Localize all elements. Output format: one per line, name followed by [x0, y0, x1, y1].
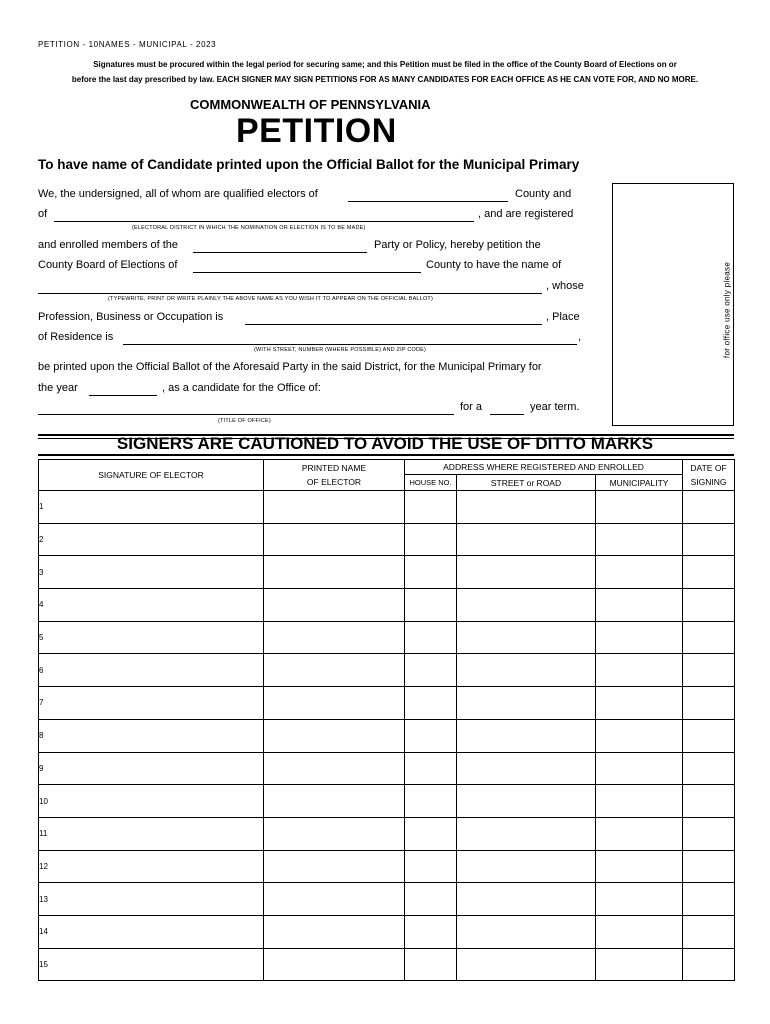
filing-notice-line-2: before the last day prescribed by law. EACH SIGNER MAY SIGN PETITIONS FOR AS MANY CANDIDATES FOR EACH OFFICE AS HE CAN VOTE FOR, AND NO MORE. — [71, 75, 699, 84]
printed-name-cell[interactable] — [264, 915, 405, 948]
house-no-cell[interactable] — [405, 785, 457, 818]
row-number: 14 — [39, 927, 48, 937]
table-row — [39, 883, 735, 916]
electoral-district-field[interactable] — [54, 221, 474, 222]
house-no-cell[interactable] — [405, 752, 457, 785]
body-line-6-end: , Place — [546, 311, 580, 323]
street-cell[interactable] — [457, 883, 596, 916]
signature-cell[interactable] — [39, 850, 264, 883]
table-row — [39, 589, 735, 622]
house-no-cell[interactable] — [405, 719, 457, 752]
petition-subtitle: To have name of Candidate printed upon the Official Ballot for the Municipal Primary — [38, 157, 580, 172]
body-line-2-end: , and are registered — [478, 208, 574, 220]
municipality-cell[interactable] — [596, 654, 683, 687]
signature-cell[interactable] — [39, 719, 264, 752]
office-title-field[interactable] — [38, 414, 454, 415]
term-years-field[interactable] — [490, 414, 524, 415]
commonwealth-heading: COMMONWEALTH OF PENNSYLVANIA — [190, 97, 431, 112]
street-cell[interactable] — [457, 523, 596, 556]
signature-cell[interactable] — [39, 523, 264, 556]
date-cell[interactable] — [683, 523, 735, 556]
street-cell[interactable] — [457, 915, 596, 948]
body-line-10-text: for a — [460, 401, 483, 413]
table-row — [39, 654, 735, 687]
header-house-no: HOUSE NO. — [405, 475, 457, 491]
row-number: 8 — [39, 731, 44, 741]
row-number: 9 — [39, 763, 44, 773]
header-address-group: ADDRESS WHERE REGISTERED AND ENROLLED — [405, 460, 683, 475]
divider-bottom — [38, 454, 734, 456]
form-code: PETITION - 10NAMES - MUNICIPAL - 2023 — [38, 40, 217, 49]
header-date-of-signing — [683, 460, 735, 491]
municipality-cell[interactable] — [596, 589, 683, 622]
municipality-cell[interactable] — [596, 556, 683, 589]
table-row — [39, 491, 735, 524]
row-number: 2 — [39, 535, 44, 545]
date-cell[interactable] — [683, 785, 735, 818]
header-signature-of-elector: SIGNATURE OF ELECTOR — [39, 460, 264, 491]
row-number: 1 — [39, 502, 44, 512]
printed-name-cell[interactable] — [264, 523, 405, 556]
filing-notice-line-1: Signatures must be procured within the legal period for securing same; and this Petition must be filed in the office of the County Board of Elections on or — [93, 60, 677, 69]
municipality-cell[interactable] — [596, 883, 683, 916]
printed-name-cell[interactable] — [264, 785, 405, 818]
street-cell[interactable] — [457, 621, 596, 654]
body-line-9-text: the year — [38, 382, 78, 394]
signature-cell[interactable] — [39, 948, 264, 981]
signature-cell[interactable] — [39, 817, 264, 850]
party-field[interactable] — [193, 252, 367, 253]
date-cell[interactable] — [683, 719, 735, 752]
date-cell[interactable] — [683, 687, 735, 720]
municipality-cell[interactable] — [596, 850, 683, 883]
street-cell[interactable] — [457, 752, 596, 785]
date-cell[interactable] — [683, 654, 735, 687]
body-line-1-text: We, the undersigned, all of whom are qualified electors of — [38, 188, 318, 200]
page-title: PETITION — [236, 112, 397, 150]
street-cell[interactable] — [457, 687, 596, 720]
body-line-7-end: , — [578, 331, 582, 343]
signature-cell[interactable] — [39, 915, 264, 948]
table-row — [39, 752, 735, 785]
signature-cell[interactable] — [39, 883, 264, 916]
house-no-cell[interactable] — [405, 850, 457, 883]
header-printed-name — [264, 460, 405, 491]
street-cell[interactable] — [457, 850, 596, 883]
municipality-cell[interactable] — [596, 752, 683, 785]
row-number: 15 — [39, 959, 48, 969]
caption-electoral-district: (ELECTORAL DISTRICT IN WHICH THE NOMINATION OR ELECTION IS TO BE MADE) — [132, 225, 366, 231]
office-use-label: for office use only please — [722, 261, 732, 359]
street-cell[interactable] — [457, 589, 596, 622]
body-line-10-end: year term. — [530, 401, 580, 413]
signature-cell[interactable] — [39, 654, 264, 687]
printed-name-cell[interactable] — [264, 948, 405, 981]
house-no-cell[interactable] — [405, 883, 457, 916]
printed-name-cell[interactable] — [264, 491, 405, 524]
municipality-cell[interactable] — [596, 621, 683, 654]
header-date-line-2: SIGNING — [690, 477, 727, 487]
signature-cell[interactable] — [39, 589, 264, 622]
date-cell[interactable] — [683, 556, 735, 589]
municipality-cell[interactable] — [596, 719, 683, 752]
municipality-cell[interactable] — [596, 948, 683, 981]
house-no-cell[interactable] — [405, 589, 457, 622]
date-cell[interactable] — [683, 752, 735, 785]
occupation-field[interactable] — [245, 324, 542, 325]
house-no-cell[interactable] — [405, 523, 457, 556]
office-use-box — [612, 183, 734, 426]
candidate-name-field[interactable] — [38, 293, 542, 294]
row-number: 12 — [39, 861, 48, 871]
house-no-cell[interactable] — [405, 915, 457, 948]
body-line-2-text: of — [38, 208, 48, 220]
header-date-line-1: DATE OF — [690, 463, 727, 473]
row-number: 5 — [39, 633, 44, 643]
printed-name-cell[interactable] — [264, 752, 405, 785]
signature-cell[interactable] — [39, 556, 264, 589]
header-street-or-road: STREET or ROAD — [457, 475, 596, 491]
body-line-4-end: County to have the name of — [426, 259, 562, 271]
printed-name-cell[interactable] — [264, 589, 405, 622]
table-row — [39, 523, 735, 556]
signature-cell[interactable] — [39, 491, 264, 524]
body-line-5-end: , whose — [546, 280, 584, 292]
body-line-3-end: Party or Policy, hereby petition the — [374, 239, 541, 251]
row-number: 4 — [39, 600, 44, 610]
municipality-cell[interactable] — [596, 915, 683, 948]
table-row — [39, 687, 735, 720]
row-number: 7 — [39, 698, 44, 708]
table-row — [39, 719, 735, 752]
date-cell[interactable] — [683, 491, 735, 524]
signature-cell[interactable] — [39, 687, 264, 720]
signature-table — [38, 459, 735, 981]
house-no-cell[interactable] — [405, 621, 457, 654]
row-number: 13 — [39, 894, 48, 904]
printed-name-cell[interactable] — [264, 621, 405, 654]
street-cell[interactable] — [457, 556, 596, 589]
ditto-warning: SIGNERS ARE CAUTIONED TO AVOID THE USE OF DITTO MARKS — [116, 434, 654, 453]
printed-name-cell[interactable] — [264, 654, 405, 687]
row-number: 3 — [39, 567, 44, 577]
board-county-field[interactable] — [193, 272, 421, 273]
header-printed-name-line-2: OF ELECTOR — [306, 477, 362, 487]
municipality-cell[interactable] — [596, 523, 683, 556]
printed-name-cell[interactable] — [264, 883, 405, 916]
body-line-7-text: of Residence is — [38, 331, 114, 343]
caption-candidate-name: (TYPEWRITE, PRINT OR WRITE PLAINLY THE ABOVE NAME AS YOU WISH IT TO APPEAR ON THE OFFICIAL BALLOT) — [108, 296, 434, 302]
street-cell[interactable] — [457, 719, 596, 752]
county-field[interactable] — [348, 201, 508, 202]
date-cell[interactable] — [683, 850, 735, 883]
year-field[interactable] — [89, 395, 157, 396]
row-number: 11 — [39, 829, 48, 839]
date-cell[interactable] — [683, 621, 735, 654]
body-line-9-end: , as a candidate for the Office of: — [162, 382, 321, 394]
residence-field[interactable] — [123, 344, 577, 345]
municipality-cell[interactable] — [596, 491, 683, 524]
house-no-cell[interactable] — [405, 556, 457, 589]
header-municipality: MUNICIPALITY — [596, 475, 683, 491]
date-cell[interactable] — [683, 948, 735, 981]
body-line-3-text: and enrolled members of the — [38, 239, 179, 251]
municipality-cell[interactable] — [596, 785, 683, 818]
printed-name-cell[interactable] — [264, 817, 405, 850]
date-cell[interactable] — [683, 817, 735, 850]
table-row — [39, 817, 735, 850]
body-line-6-text: Profession, Business or Occupation is — [38, 311, 224, 323]
caption-office-title: (TITLE OF OFFICE) — [218, 418, 271, 424]
street-cell[interactable] — [457, 817, 596, 850]
body-line-4-text: County Board of Elections of — [38, 259, 178, 271]
printed-name-cell[interactable] — [264, 850, 405, 883]
signature-cell[interactable] — [39, 621, 264, 654]
row-number: 6 — [39, 665, 44, 675]
printed-name-cell[interactable] — [264, 687, 405, 720]
date-cell[interactable] — [683, 915, 735, 948]
signature-cell[interactable] — [39, 752, 264, 785]
street-cell[interactable] — [457, 785, 596, 818]
table-row — [39, 948, 735, 981]
printed-name-cell[interactable] — [264, 719, 405, 752]
table-row — [39, 785, 735, 818]
street-cell[interactable] — [457, 491, 596, 524]
table-row — [39, 621, 735, 654]
house-no-cell[interactable] — [405, 948, 457, 981]
table-row — [39, 915, 735, 948]
header-printed-name-line-1: PRINTED NAME — [301, 463, 367, 473]
signature-cell[interactable] — [39, 785, 264, 818]
table-row — [39, 850, 735, 883]
house-no-cell[interactable] — [405, 491, 457, 524]
street-cell[interactable] — [457, 948, 596, 981]
body-line-8-text: be printed upon the Official Ballot of the Aforesaid Party in the said District, for the Municipal Primary for — [38, 361, 542, 373]
date-cell[interactable] — [683, 589, 735, 622]
table-row — [39, 556, 735, 589]
municipality-cell[interactable] — [596, 817, 683, 850]
caption-residence: (WITH STREET, NUMBER (WHERE POSSIBLE) AND ZIP CODE) — [254, 347, 427, 353]
municipality-cell[interactable] — [596, 687, 683, 720]
street-cell[interactable] — [457, 654, 596, 687]
house-no-cell[interactable] — [405, 654, 457, 687]
printed-name-cell[interactable] — [264, 556, 405, 589]
house-no-cell[interactable] — [405, 687, 457, 720]
date-cell[interactable] — [683, 883, 735, 916]
house-no-cell[interactable] — [405, 817, 457, 850]
body-line-1-end: County and — [515, 188, 572, 200]
row-number: 10 — [39, 796, 48, 806]
